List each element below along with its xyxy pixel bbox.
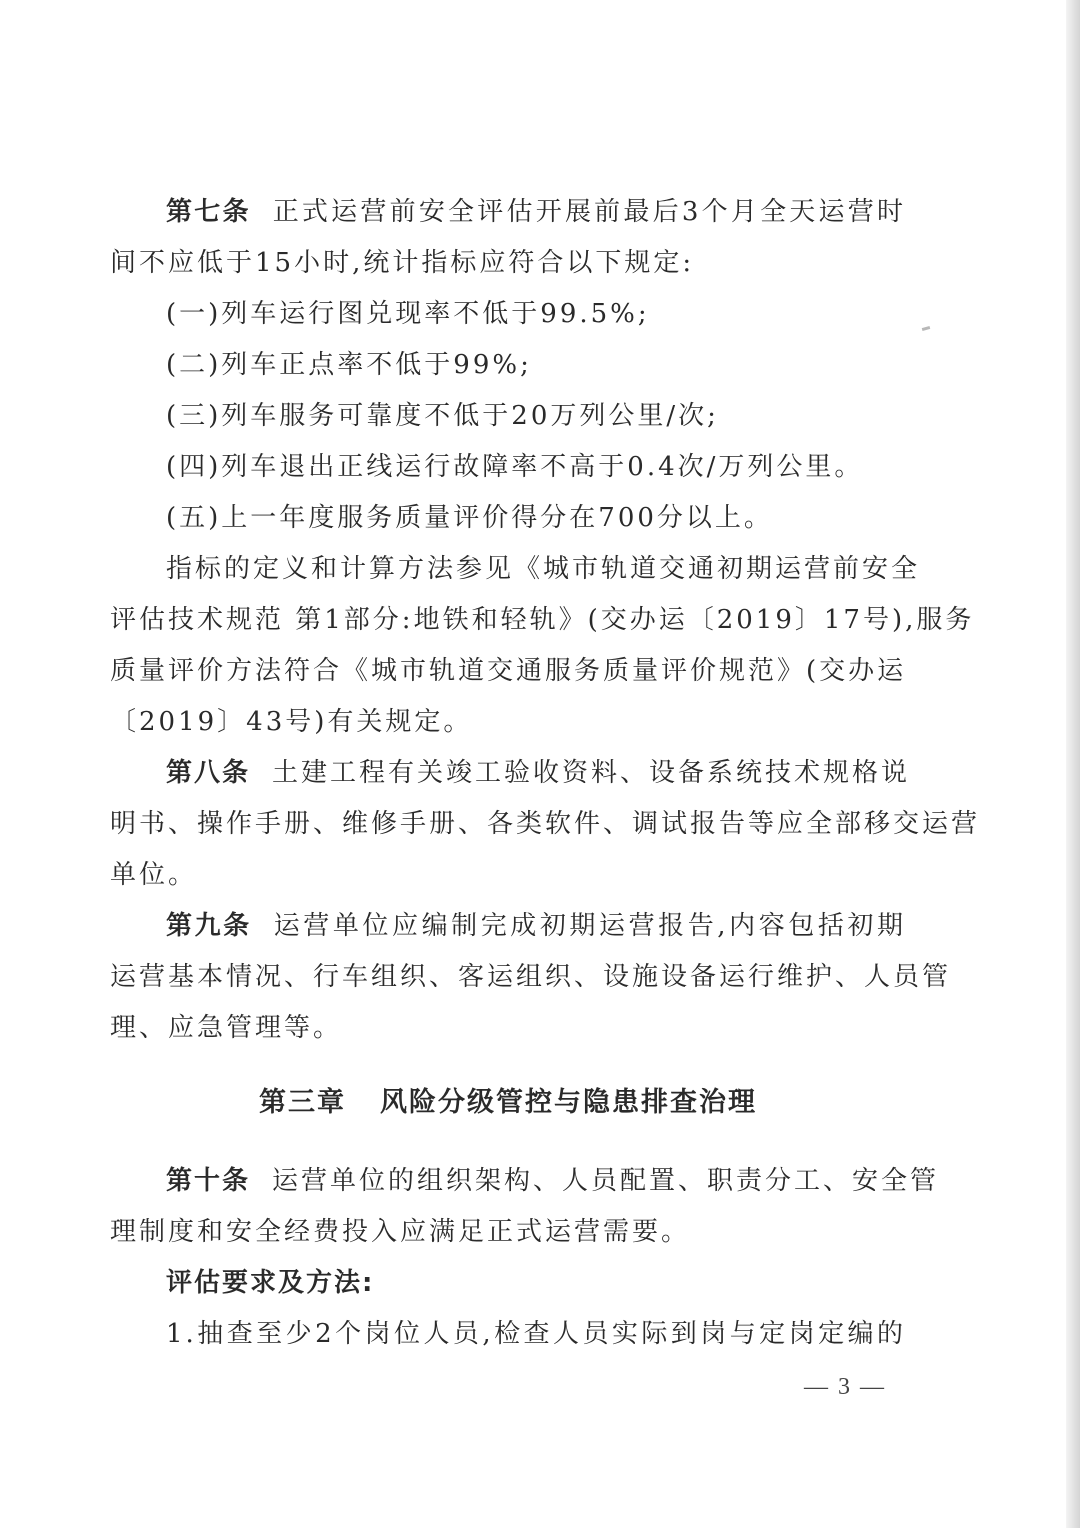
article-7-note-line-2: 评估技术规范 第1部分:地铁和轻轨》(交办运〔2019〕17号),服务 bbox=[110, 605, 975, 635]
page-number: — 3 — bbox=[804, 1374, 886, 1400]
assessment-requirements-heading: 评估要求及方法: bbox=[166, 1268, 375, 1298]
chapter-title: 风险分级管控与隐患排查治理 bbox=[380, 1087, 757, 1118]
scan-page-edge bbox=[1066, 0, 1080, 1528]
assessment-method-1: 1.抽查至少2个岗位人员,检查人员实际到岗与定岗定编的 bbox=[166, 1319, 906, 1349]
article-7-item-2: (二)列车正点率不低于99%; bbox=[166, 350, 532, 380]
article-10-line-2: 理制度和安全经费投入应满足正式运营需要。 bbox=[110, 1217, 691, 1247]
article-8-line-2: 明书、操作手册、维修手册、各类软件、调试报告等应全部移交运营 bbox=[110, 809, 981, 839]
article-7-line-2: 间不应低于15小时,统计指标应符合以下规定: bbox=[110, 248, 695, 278]
article-9-text-1: 运营单位应编制完成初期运营报告,内容包括初期 bbox=[273, 911, 906, 941]
article-10-line-1 bbox=[166, 1163, 940, 1199]
article-7-note-line-1: 指标的定义和计算方法参见《城市轨道交通初期运营前安全 bbox=[166, 554, 921, 584]
scan-speck bbox=[922, 326, 931, 331]
article-7-heading: 第七条 bbox=[166, 197, 251, 227]
article-7-note-line-3: 质量评价方法符合《城市轨道交通服务质量评价规范》(交办运 bbox=[110, 656, 907, 686]
article-9-heading: 第九条 bbox=[166, 911, 252, 941]
article-8-text-1: 土建工程有关竣工验收资料、设备系统技术规格说 bbox=[272, 758, 911, 788]
article-7-text-1: 正式运营前安全评估开展前最后3个月全天运营时 bbox=[272, 197, 906, 227]
article-9-line-3: 理、应急管理等。 bbox=[110, 1013, 343, 1043]
article-9-line-1 bbox=[166, 908, 906, 944]
article-10-text-1: 运营单位的组织架构、人员配置、职责分工、安全管 bbox=[272, 1166, 940, 1196]
chapter-heading bbox=[110, 1084, 906, 1122]
article-7-item-3: (三)列车服务可靠度不低于20万列公里/次; bbox=[166, 401, 719, 431]
article-7-note-line-4: 〔2019〕43号)有关规定。 bbox=[110, 707, 473, 737]
chapter-number: 第三章 bbox=[259, 1087, 346, 1118]
article-8-line-3: 单位。 bbox=[110, 860, 198, 890]
article-7-line-1 bbox=[166, 194, 906, 230]
article-7-item-4: (四)列车退出正线运行故障率不高于0.4次/万列公里。 bbox=[166, 452, 864, 482]
article-7-item-5: (五)上一年度服务质量评价得分在700分以上。 bbox=[166, 503, 773, 533]
article-10-heading: 第十条 bbox=[166, 1166, 251, 1196]
article-8-line-1 bbox=[166, 755, 911, 791]
article-7-item-1: (一)列车运行图兑现率不低于99.5%; bbox=[166, 299, 650, 329]
article-9-line-2: 运营基本情况、行车组织、客运组织、设施设备运行维护、人员管 bbox=[110, 962, 952, 992]
article-8-heading: 第八条 bbox=[166, 758, 251, 788]
